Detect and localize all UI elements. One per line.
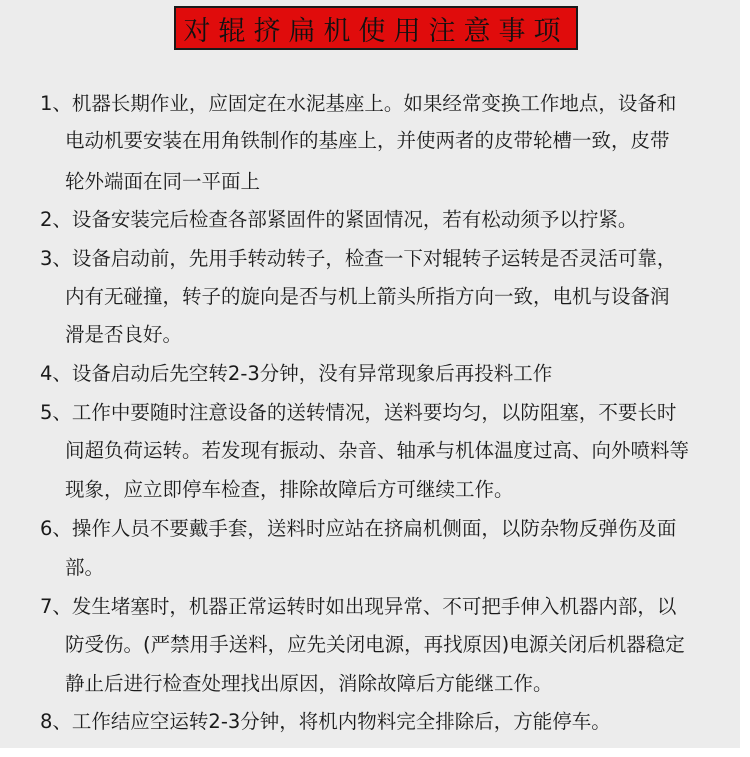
note-7-line-2: 防受伤。(严禁用手送料，应先关闭电源，再找原因)电源关闭后机器稳定 (65, 633, 685, 656)
note-6-line-2: 部。 (65, 556, 105, 579)
page-title: 对辊挤扁机使用注意事项 (183, 15, 569, 47)
note-1-line-1: 1、机器长期作业，应固定在水泥基座上。如果经常变换工作地点，设备和 (40, 92, 677, 115)
note-3-line-1: 3、设备启动前，先用手转动转子，检查一下对辊转子运转是否灵活可靠， (40, 247, 677, 270)
note-7-line-3: 静止后进行检查处理找出原因，消除故障后方能继工作。 (65, 672, 553, 695)
note-5-line-1: 5、工作中要随时注意设备的送转情况，送料要均匀，以防阻塞，不要长时 (40, 401, 677, 424)
note-4-line-1: 4、设备启动后先空转2-3分钟，没有异常现象后再投料工作 (40, 362, 553, 385)
note-1-line-2: 电动机要安装在用角铁制作的基座上，并使两者的皮带轮槽一致，皮带 (65, 129, 670, 152)
note-5-line-2: 间超负荷运转。若发现有振动、杂音、轴承与机体温度过高、向外喷料等 (65, 439, 690, 462)
note-2-line-1: 2、设备安装完后检查各部紧固件的紧固情况，若有松动须予以拧紧。 (40, 208, 638, 231)
note-7-line-1: 7、发生堵塞时，机器正常运转时如出现异常、不可把手伸入机器内部，以 (40, 595, 677, 618)
note-5-line-3: 现象，应立即停车检查，排除故障后方可继续工作。 (65, 478, 514, 501)
title-banner (174, 6, 578, 50)
note-6-line-1: 6、操作人员不要戴手套，送料时应站在挤扁机侧面，以防杂物反弹伤及面 (40, 517, 677, 540)
note-8-line-1: 8、工作结应空运转2-3分钟，将机内物料完全排除后，方能停车。 (40, 710, 611, 733)
note-3-line-2: 内有无碰撞，转子的旋向是否与机上箭头所指方向一致，电机与设备润 (65, 285, 670, 308)
note-3-line-3: 滑是否良好。 (65, 323, 183, 346)
note-1-line-3: 轮外端面在同一平面上 (65, 170, 261, 193)
